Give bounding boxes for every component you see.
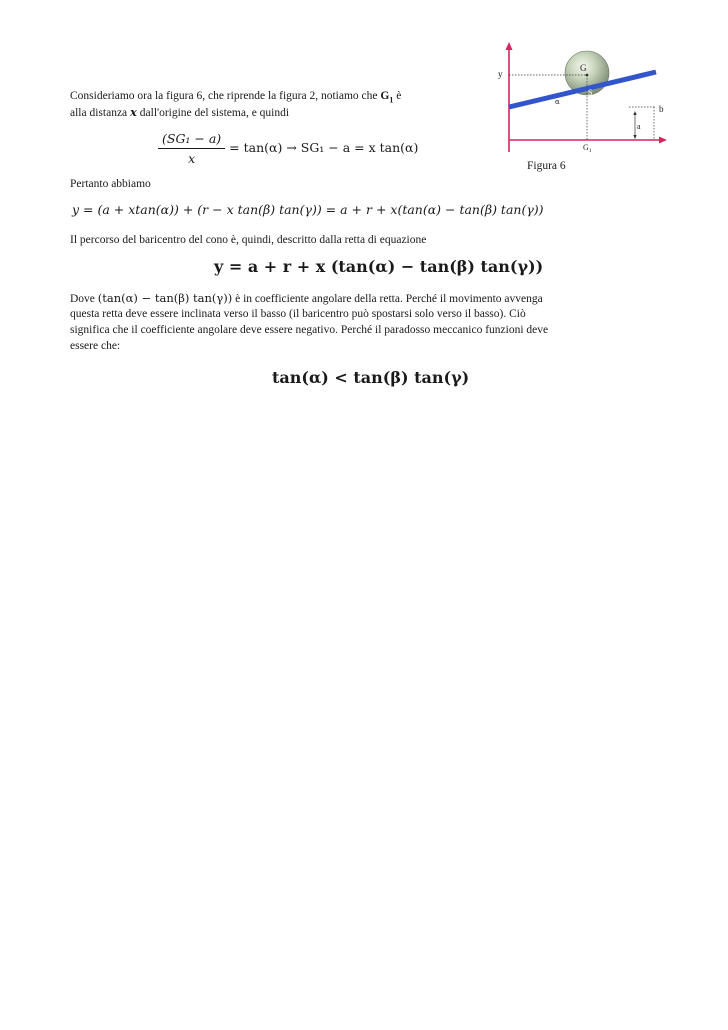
- dim-a-arrow-top: [633, 111, 636, 115]
- y-axis-arrow: [506, 42, 513, 50]
- label-b: b: [659, 104, 664, 114]
- paragraph-intro-line2: alla distanza x dall'origine del sistema, e quindi: [70, 105, 290, 119]
- paragraph-intro-text: Consideriamo ora la figura 6, che riprende la figura 2, notiamo che: [70, 90, 381, 102]
- equation-condition: tan(α) < tan(β) tan(γ): [272, 368, 470, 387]
- paragraph-pertanto: Pertanto abbiamo: [70, 178, 151, 190]
- x-axis-arrow: [659, 137, 667, 144]
- equation-sg1-fraction: [158, 131, 225, 166]
- label-g1: $G_1$: [583, 143, 592, 154]
- equation-retta: y = a + r + x (tan(α) − tan(β) tan(γ)): [214, 257, 544, 276]
- dim-a-arrow-bottom: [633, 135, 636, 139]
- equation-sg1: [158, 131, 418, 166]
- paragraph-dove-line1: Dove (tan(α) − tan(β) tan(γ)) è in coefficiente angolare della retta. Perché il movimento avvenga: [70, 291, 543, 305]
- point-g: [586, 74, 589, 77]
- equation-y-expanded: y = (a + xtan(α)) + (r − x tan(β) tan(γ)) = a + r + x(tan(α) − tan(β) tan(γ)): [72, 202, 544, 217]
- figure-6-diagram: [494, 40, 670, 156]
- label-s: S: [588, 88, 593, 97]
- paragraph-dove-line2: questa retta deve essere inclinata verso il basso (il baricentro può spostarsi solo verso il basso). Ciò: [70, 308, 526, 320]
- label-alpha: α: [555, 98, 560, 106]
- label-y: y: [498, 69, 503, 79]
- x-symbol: x: [130, 105, 137, 119]
- paragraph-intro-text-end: è: [393, 90, 402, 102]
- figure-caption: Figura 6: [527, 160, 566, 172]
- paragraph-dove-line4: essere che:: [70, 340, 121, 352]
- paragraph-dove-line3: significa che il coefficiente angolare deve essere negativo. Perché il paradosso meccanico funzioni deve: [70, 324, 549, 336]
- g1-symbol: $G_1$: [380, 90, 394, 105]
- equation-sg1-denominator: x: [188, 151, 196, 166]
- label-g: G: [580, 63, 587, 73]
- coefficient-expression: (tan(α) − tan(β) tan(γ)): [97, 291, 233, 305]
- paragraph-percorso: Il percorso del baricentro del cono è, quindi, descritto dalla retta di equazione: [70, 234, 427, 246]
- equation-sg1-rest: = tan(α) → SG₁ − a = x tan(α): [229, 140, 419, 155]
- equation-sg1-numerator: (SG₁ − a): [158, 131, 225, 149]
- label-a: a: [637, 122, 641, 131]
